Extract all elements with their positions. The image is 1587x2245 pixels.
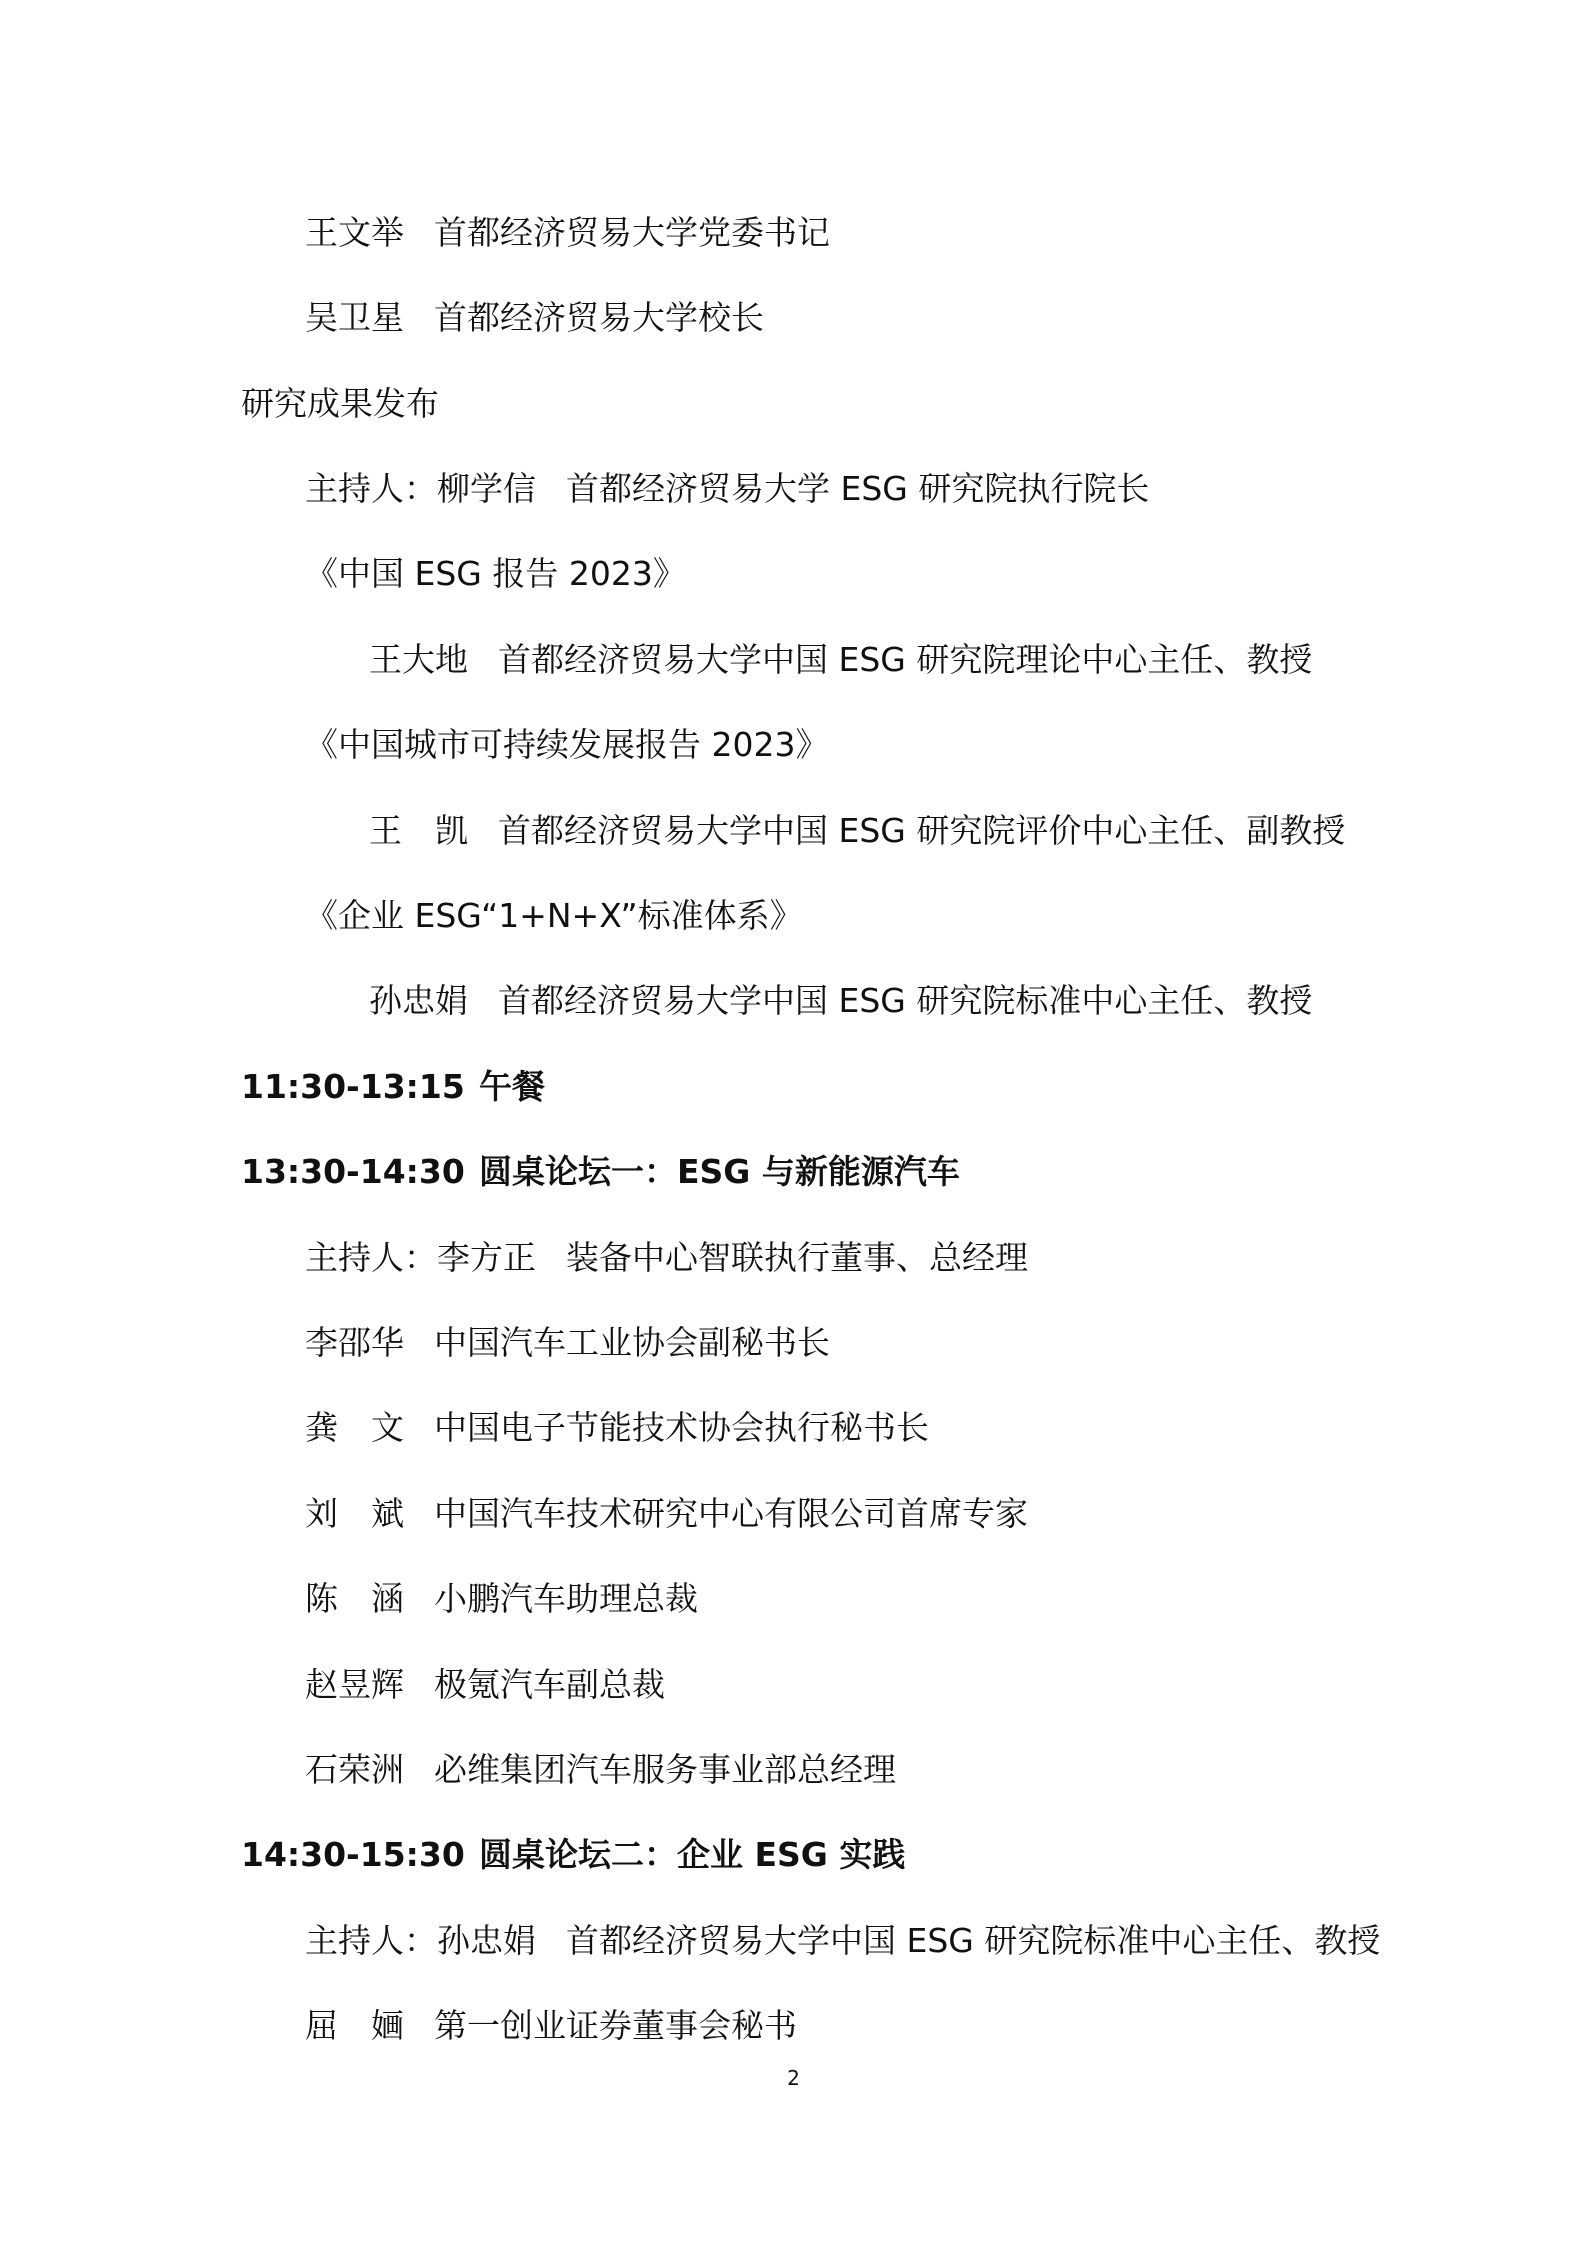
participant-name: 吴卫星	[305, 298, 404, 337]
presenter-title: 首都经济贸易大学中国 ESG 研究院标准中心主任、教授	[498, 981, 1313, 1020]
host-prefix: 主持人：	[305, 1921, 437, 1960]
participant-line	[305, 1750, 896, 1790]
participant-name: 屈 婳	[305, 2006, 404, 2045]
presenter-title: 首都经济贸易大学中国 ESG 研究院评价中心主任、副教授	[498, 811, 1346, 850]
report-title: 《中国城市可持续发展报告 2023》	[305, 725, 829, 764]
schedule-time: 11:30-13:15	[241, 1067, 465, 1106]
participant-name: 赵昱辉	[305, 1665, 404, 1704]
presenter-title: 首都经济贸易大学中国 ESG 研究院理论中心主任、教授	[498, 640, 1313, 679]
participant-line	[305, 1323, 830, 1363]
schedule-session: 午餐	[479, 1067, 545, 1106]
host-name: 孙忠娟	[437, 1921, 536, 1960]
schedule-session: 圆桌论坛一：ESG 与新能源汽车	[479, 1152, 960, 1191]
host-line	[305, 1921, 1380, 1961]
participant-name: 李邵华	[305, 1323, 404, 1362]
presenter-name: 王大地	[369, 640, 468, 679]
host-line	[305, 469, 1149, 509]
presenter-name: 王 凯	[369, 811, 468, 850]
page-number: 2	[787, 2066, 800, 2090]
participant-name: 龚 文	[305, 1408, 404, 1447]
schedule-line	[241, 1067, 545, 1107]
host-title: 装备中心智联执行董事、总经理	[566, 1238, 1028, 1277]
participant-name: 石荣洲	[305, 1750, 404, 1789]
presenter-line	[369, 981, 1312, 1021]
participant-name: 王文举	[305, 213, 404, 252]
host-prefix: 主持人：	[305, 469, 437, 508]
host-line	[305, 1238, 1028, 1278]
participant-title: 中国汽车技术研究中心有限公司首席专家	[434, 1494, 1028, 1533]
participant-line	[305, 1494, 1028, 1534]
participant-title: 首都经济贸易大学党委书记	[434, 213, 830, 252]
presenter-name: 孙忠娟	[369, 981, 468, 1020]
participant-name: 陈 涵	[305, 1579, 404, 1618]
report-title: 《中国 ESG 报告 2023》	[305, 554, 686, 593]
host-name: 柳学信	[437, 469, 536, 508]
participant-title: 极氪汽车副总裁	[434, 1665, 665, 1704]
report-title: 《企业 ESG“1+N+X”标准体系》	[305, 896, 803, 935]
participant-title: 必维集团汽车服务事业部总经理	[434, 1750, 896, 1789]
participant-line	[305, 1579, 698, 1619]
presenter-line	[369, 811, 1345, 851]
schedule-session: 圆桌论坛二：企业 ESG 实践	[479, 1835, 906, 1874]
schedule-time: 14:30-15:30	[241, 1835, 465, 1874]
participant-title: 中国电子节能技术协会执行秘书长	[434, 1408, 929, 1447]
presenter-line	[369, 640, 1312, 680]
participant-line	[305, 213, 830, 253]
participant-line	[305, 1408, 929, 1448]
schedule-line	[241, 1152, 960, 1192]
participant-line	[305, 298, 764, 338]
schedule-time: 13:30-14:30	[241, 1152, 465, 1191]
participant-title: 中国汽车工业协会副秘书长	[434, 1323, 830, 1362]
participant-name: 刘 斌	[305, 1494, 404, 1533]
schedule-line	[241, 1835, 905, 1875]
host-title: 首都经济贸易大学 ESG 研究院执行院长	[566, 469, 1150, 508]
section-heading: 研究成果发布	[241, 384, 439, 423]
participant-title: 小鹏汽车助理总裁	[434, 1579, 698, 1618]
participant-line	[305, 1665, 665, 1705]
host-prefix: 主持人：	[305, 1238, 437, 1277]
participant-line	[305, 2006, 797, 2046]
host-name: 李方正	[437, 1238, 536, 1277]
participant-title: 首都经济贸易大学校长	[434, 298, 764, 337]
host-title: 首都经济贸易大学中国 ESG 研究院标准中心主任、教授	[566, 1921, 1381, 1960]
participant-title: 第一创业证券董事会秘书	[434, 2006, 797, 2045]
